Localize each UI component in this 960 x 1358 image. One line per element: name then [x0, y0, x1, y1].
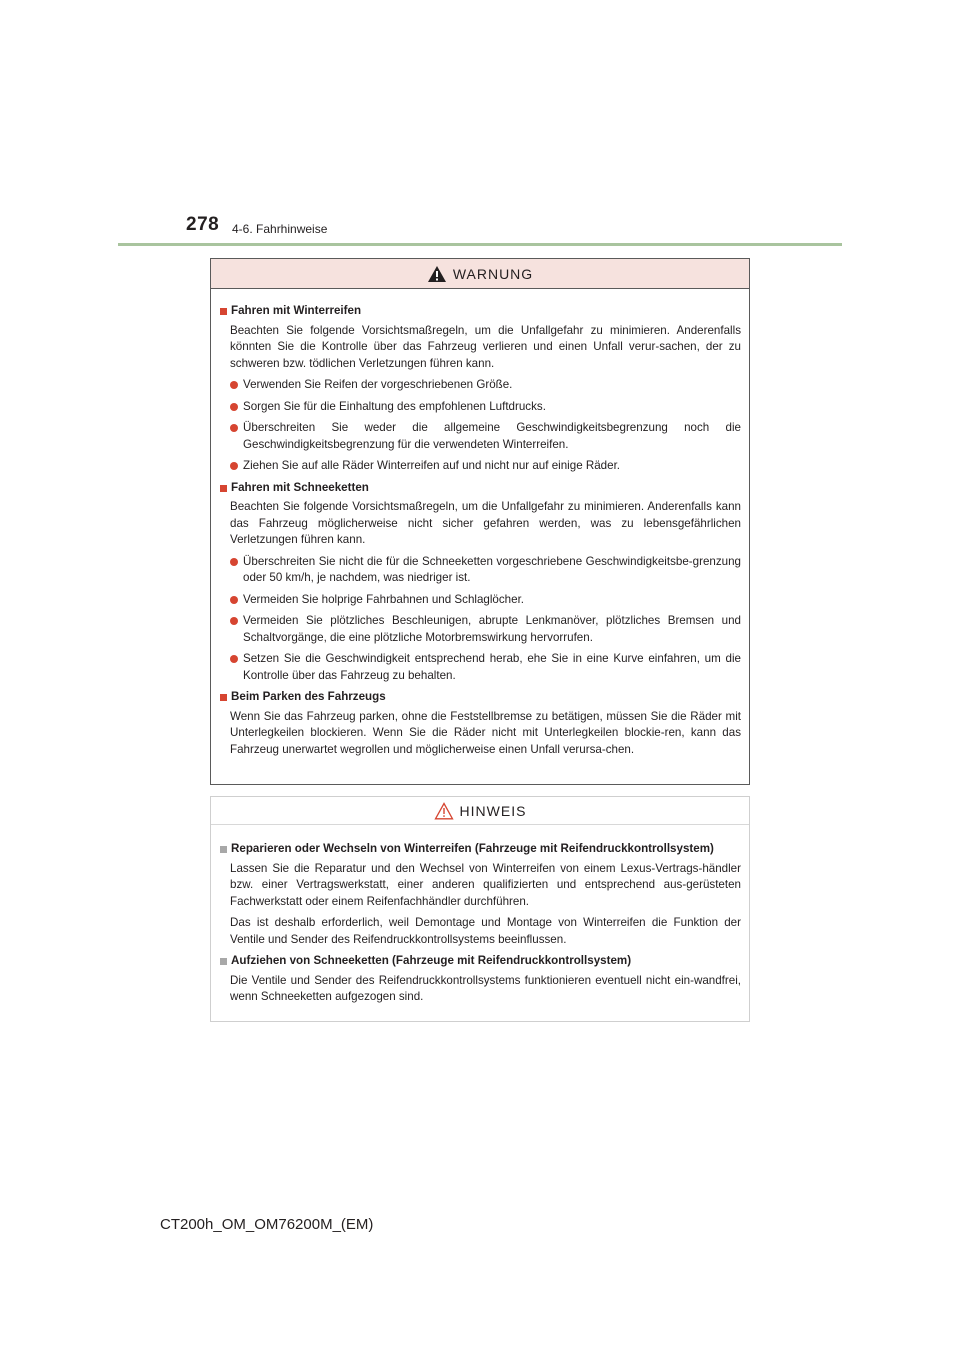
round-bullet-icon: [230, 596, 238, 604]
round-bullet-icon: [230, 462, 238, 470]
warning-item-winter-tires: [218, 303, 741, 475]
notice-body: [211, 825, 749, 1006]
warning-box: [210, 258, 750, 785]
page-number: 278: [186, 214, 220, 235]
document-code: CT200h_OM_OM76200M_(EM): [160, 1216, 374, 1233]
item-paragraph: Das ist deshalb erforderlich, weil Demontage und Montage von Winterreifen die Funktion der Ventile und Sender des Reifendruckkontrollsystems beeinflussen.: [230, 916, 741, 946]
warning-body: [211, 289, 749, 758]
notice-title: HINWEIS: [459, 802, 527, 819]
warning-box-header: [211, 259, 749, 289]
notice-box: [210, 796, 750, 1022]
list-item: Überschreiten Sie weder die allgemeine Geschwindigkeitsbegrenzung noch die Geschwindigkeitsbegrenzung für die verwendeten Winterreifen.: [218, 420, 741, 453]
item-heading: Beim Parken des Fahrzeugs: [231, 690, 386, 703]
item-heading: Fahren mit Winterreifen: [231, 304, 362, 317]
section-title: 4-6. Fahrhinweise: [232, 222, 328, 236]
square-bullet-icon: [220, 694, 227, 701]
item-heading: Aufziehen von Schneeketten (Fahrzeuge mit Reifendruckkontrollsystem): [231, 954, 632, 967]
round-bullet-icon: [230, 558, 238, 566]
list-item: Sorgen Sie für die Einhaltung des empfohlenen Luftdrucks.: [218, 399, 741, 416]
warning-item-parking: [218, 689, 741, 758]
notice-box-header: [211, 797, 749, 825]
round-bullet-icon: [230, 381, 238, 389]
warning-triangle-icon: [427, 265, 447, 283]
item-paragraph: Wenn Sie das Fahrzeug parken, ohne die Feststellbremse zu betätigen, müssen Sie die Räder mit Unterlegkeilen blockieren. Wenn Sie die Räder nicht mit Unterlegkeilen blockie-ren, kann das Fahrzeug unerwartet wegrollen und möglicherweise einen Unfall verursa-chen.: [230, 709, 741, 756]
item-paragraph: Beachten Sie folgende Vorsichtsmaßregeln, um die Unfallgefahr zu minimieren. Anderenfalls könnten Sie die Kontrolle über das Fahrzeug verlieren und einen Unfall verur-sachen, der zu schweren bzw. tödlichen Verletzungen führen kann.: [230, 323, 741, 370]
square-bullet-icon: [220, 485, 227, 492]
item-heading: Fahren mit Schneeketten: [231, 480, 369, 494]
page-header: [0, 0, 960, 250]
list-item: Verwenden Sie Reifen der vorgeschriebenen Größe.: [218, 377, 741, 394]
header-rule: [118, 243, 842, 246]
list-item: Ziehen Sie auf alle Räder Winterreifen auf und nicht nur auf einige Räder.: [218, 458, 741, 475]
list-item: Vermeiden Sie holprige Fahrbahnen und Schlaglöcher.: [218, 592, 741, 609]
round-bullet-icon: [230, 403, 238, 411]
round-bullet-icon: [230, 424, 238, 432]
warning-title: WARNUNG: [452, 265, 534, 282]
square-bullet-icon: [220, 846, 227, 853]
notice-item-winter-tires-repair: [218, 841, 741, 948]
item-paragraph: Lassen Sie die Reparatur und den Wechsel von Winterreifen von einem Lexus-Vertrags-händler bzw. einer Vertragswerkstatt, einer anderen qualifizierten und entsprechend aus-gerüsteten Fachwerkstatt oder einem Reifenfachhändler durchführen.: [230, 861, 741, 908]
item-paragraph: Die Ventile und Sender des Reifendruckkontrollsystems funktionieren eventuell nicht ein-wandfrei, wenn Schneeketten aufgezogen sind.: [230, 973, 741, 1003]
item-heading: Reparieren oder Wechseln von Winterreifen (Fahrzeuge mit Reifendruckkontrollsystem): [231, 842, 714, 855]
round-bullet-icon: [230, 617, 238, 625]
notice-item-snow-chains: [218, 953, 741, 1006]
list-item: Vermeiden Sie plötzliches Beschleunigen, abrupte Lenkmanöver, plötzliches Bremsen und Schaltvorgänge, die eine plötzliche Motorbremswirkung hervorrufen.: [218, 613, 741, 646]
item-paragraph: Beachten Sie folgende Vorsichtsmaßregeln, um die Unfallgefahr zu minimieren. Anderenfalls kann das Fahrzeug möglicherweise nicht sicher gefahren werden, was zu lebensgefährlichen Verletzungen führen kann.: [230, 500, 741, 546]
square-bullet-icon: [220, 958, 227, 965]
caution-triangle-icon: [434, 802, 454, 820]
round-bullet-icon: [230, 655, 238, 663]
warning-item-snow-chains: [218, 480, 741, 685]
list-item: Überschreiten Sie nicht die für die Schneeketten vorgeschriebene Geschwindigkeitsbe-grenzung oder 50 km/h, je nachdem, was niedriger ist.: [218, 554, 741, 587]
square-bullet-icon: [220, 308, 227, 315]
list-item: Setzen Sie die Geschwindigkeit entsprechend herab, ehe Sie in eine Kurve einfahren, um die Kontrolle über das Fahrzeug zu behalten.: [218, 651, 741, 684]
